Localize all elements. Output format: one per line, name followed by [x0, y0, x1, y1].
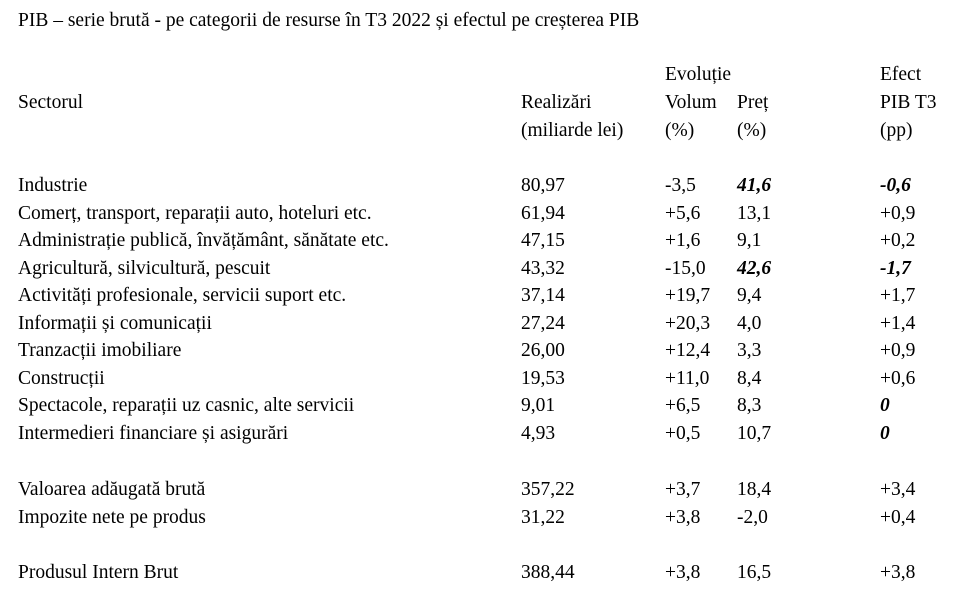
- cell-sector: Spectacole, reparații uz casnic, alte servicii: [18, 395, 355, 416]
- header-volum: Volum: [665, 92, 717, 113]
- cell-volum: +3,8: [665, 507, 701, 528]
- cell-pret: 10,7: [737, 423, 772, 444]
- header-pret-unit: (%): [737, 120, 767, 141]
- header-volum-unit: (%): [665, 120, 695, 141]
- cell-efect: +0,4: [880, 507, 916, 528]
- cell-volum: +5,6: [665, 203, 701, 224]
- cell-pret: 42,6: [737, 258, 772, 279]
- cell-volum: +12,4: [665, 340, 711, 361]
- cell-realizari: 4,93: [521, 423, 556, 444]
- cell-sector: Agricultură, silvicultură, pescuit: [18, 258, 271, 279]
- cell-pret: -2,0: [737, 507, 768, 528]
- header-realizari: Realizări: [521, 92, 592, 113]
- cell-sector: Administrație publică, învățământ, sănătate etc.: [18, 230, 389, 251]
- header-realizari-unit: (miliarde lei): [521, 120, 624, 141]
- cell-realizari: 47,15: [521, 230, 565, 251]
- header-efect: Efect: [880, 64, 922, 85]
- cell-pret: 16,5: [737, 562, 772, 583]
- cell-pret: 3,3: [737, 340, 762, 361]
- cell-sector: Comerț, transport, reparații auto, hoteluri etc.: [18, 203, 372, 224]
- cell-sector: Construcții: [18, 368, 105, 389]
- cell-pret: 18,4: [737, 479, 772, 500]
- cell-pret: 9,4: [737, 285, 762, 306]
- cell-efect: +1,4: [880, 313, 916, 334]
- cell-realizari: 357,22: [521, 479, 575, 500]
- cell-sector: Produsul Intern Brut: [18, 562, 179, 583]
- cell-efect: +0,9: [880, 340, 916, 361]
- cell-sector: Informații și comunicații: [18, 313, 212, 334]
- cell-realizari: 43,32: [521, 258, 565, 279]
- cell-sector: Valoarea adăugată brută: [18, 479, 206, 500]
- cell-sector: Impozite nete pe produs: [18, 507, 206, 528]
- header-efect-pib: PIB T3: [880, 92, 937, 113]
- cell-volum: +3,7: [665, 479, 701, 500]
- cell-sector: Tranzacții imobiliare: [18, 340, 182, 361]
- cell-volum: -15,0: [665, 258, 706, 279]
- cell-volum: -3,5: [665, 175, 696, 196]
- cell-pret: 41,6: [737, 175, 772, 196]
- cell-efect: -0,6: [880, 175, 911, 196]
- page-title: PIB – serie brută - pe categorii de resurse în T3 2022 și efectul pe creșterea PIB: [18, 10, 640, 31]
- cell-sector: Intermedieri financiare și asigurări: [18, 423, 289, 444]
- cell-pret: 4,0: [737, 313, 762, 334]
- header-sector: Sectorul: [18, 92, 83, 113]
- header-efect-unit: (pp): [880, 120, 913, 141]
- cell-efect: +3,4: [880, 479, 916, 500]
- cell-efect: +1,7: [880, 285, 916, 306]
- cell-pret: 8,3: [737, 395, 762, 416]
- cell-sector: Activități profesionale, servicii suport etc.: [18, 285, 347, 306]
- cell-volum: +3,8: [665, 562, 701, 583]
- cell-efect: +0,9: [880, 203, 916, 224]
- cell-efect: -1,7: [880, 258, 911, 279]
- cell-volum: +20,3: [665, 313, 711, 334]
- cell-volum: +19,7: [665, 285, 711, 306]
- cell-realizari: 80,97: [521, 175, 565, 196]
- header-pret: Preț: [737, 92, 769, 113]
- cell-realizari: 9,01: [521, 395, 556, 416]
- cell-pret: 13,1: [737, 203, 772, 224]
- cell-efect: 0: [880, 423, 890, 444]
- cell-realizari: 31,22: [521, 507, 565, 528]
- cell-volum: +0,5: [665, 423, 701, 444]
- cell-pret: 9,1: [737, 230, 762, 251]
- cell-sector: Industrie: [18, 175, 88, 196]
- cell-efect: +3,8: [880, 562, 916, 583]
- cell-realizari: 19,53: [521, 368, 565, 389]
- cell-realizari: 27,24: [521, 313, 565, 334]
- cell-pret: 8,4: [737, 368, 762, 389]
- header-evolutie: Evoluție: [665, 64, 732, 85]
- cell-efect: 0: [880, 395, 890, 416]
- cell-efect: +0,2: [880, 230, 916, 251]
- cell-efect: +0,6: [880, 368, 916, 389]
- cell-volum: +6,5: [665, 395, 701, 416]
- cell-volum: +1,6: [665, 230, 701, 251]
- cell-volum: +11,0: [665, 368, 710, 389]
- cell-realizari: 37,14: [521, 285, 565, 306]
- cell-realizari: 61,94: [521, 203, 565, 224]
- cell-realizari: 26,00: [521, 340, 565, 361]
- cell-realizari: 388,44: [521, 562, 575, 583]
